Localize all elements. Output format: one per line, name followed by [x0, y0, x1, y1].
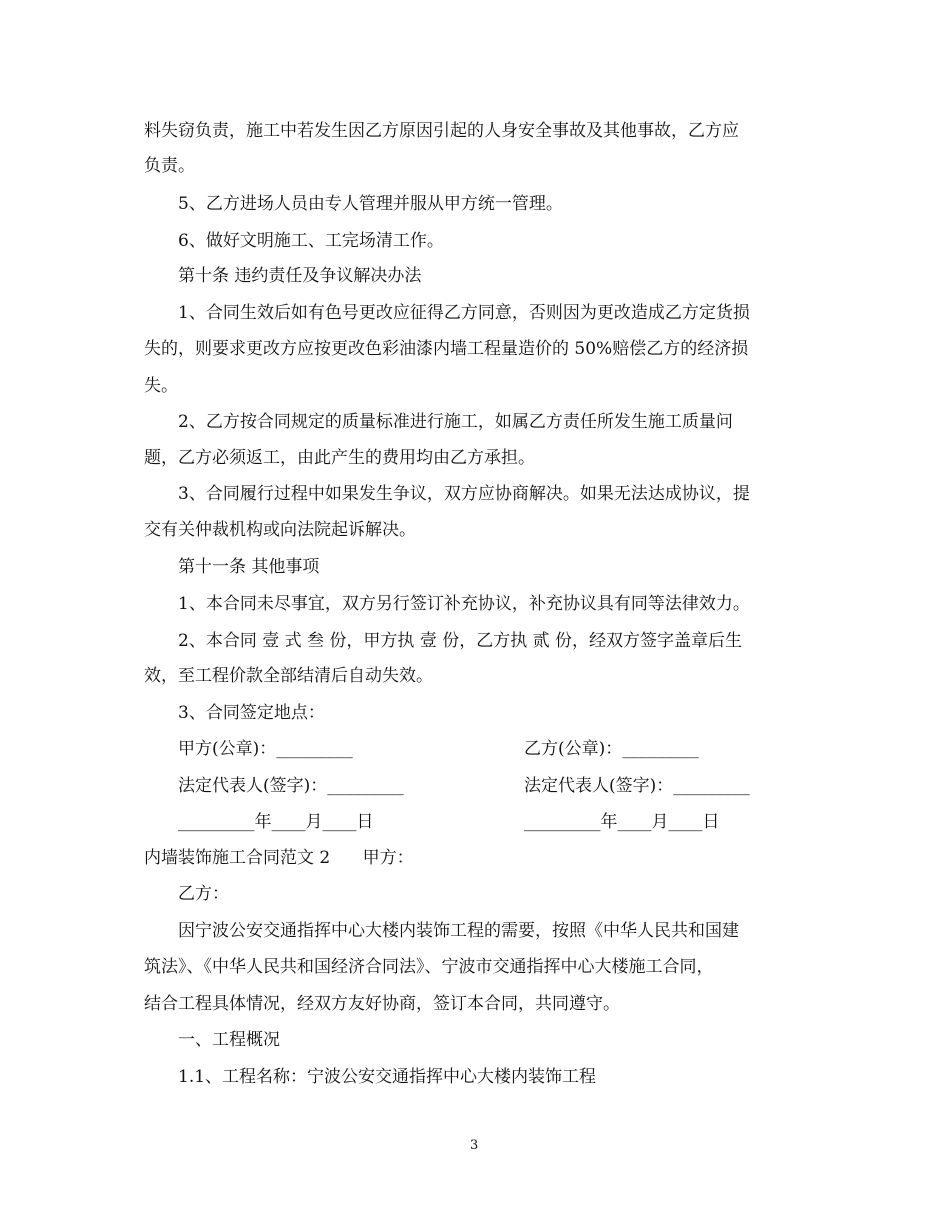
paragraph-line: 2、乙方按合同规定的质量标准进行施工，如属乙方责任所发生施工质量问	[178, 412, 733, 432]
party-a-seal-field: 甲方(公章)：_________	[178, 739, 353, 759]
paragraph-line: 1.1、工程名称：宁波公安交通指挥中心大楼内装饰工程	[178, 1067, 597, 1087]
document-title: 内墙装饰施工合同范文 2 甲方：	[144, 848, 414, 868]
party-b-seal-field: 乙方(公章)：_________	[524, 739, 699, 759]
paragraph-line: 1、本合同未尽事宜，双方另行签订补充协议，补充协议具有同等法律效力。	[178, 594, 750, 614]
party-a-date-field: _________年____月____日	[178, 812, 374, 832]
paragraph-line: 失。	[144, 376, 178, 396]
page-number: 3	[470, 1138, 479, 1153]
paragraph-line: 6、做好文明施工、工完场清工作。	[178, 231, 444, 251]
paragraph-line: 结合工程具体情况，经双方友好协商，签订本合同，共同遵守。	[144, 994, 620, 1014]
party-b-date-field: _________年____月____日	[524, 812, 720, 832]
paragraph-line: 负责。	[144, 156, 195, 176]
paragraph-line: 效，至工程价款全部结清后自动失效。	[144, 666, 433, 686]
paragraph-line: 交有关仲裁机构或向法院起诉解决。	[144, 520, 416, 540]
section-heading: 一、工程概况	[178, 1030, 280, 1050]
section-heading: 第十一条 其他事项	[178, 557, 320, 577]
paragraph-line: 筑法》、《中华人民共和国经济合同法》、宁波市交通指挥中心大楼施工合同，	[144, 957, 714, 977]
paragraph-line: 2、本合同 壹 式 叁 份，甲方执 壹 份，乙方执 贰 份，经双方签字盖章后生	[178, 631, 743, 651]
section-heading: 第十条 违约责任及争议解决办法	[178, 266, 422, 286]
party-a-representative-field: 法定代表人(签字)：_________	[178, 776, 404, 796]
paragraph-line: 料失窃负责，施工中若发生因乙方原因引起的人身安全事故及其他事故，乙方应	[144, 121, 739, 141]
paragraph-line: 3、合同签定地点：	[178, 703, 325, 723]
paragraph-line: 5、乙方进场人员由专人管理并服从甲方统一管理。	[178, 194, 563, 214]
party-b-label: 乙方：	[178, 884, 229, 904]
paragraph-line: 因宁波公安交通指挥中心大楼内装饰工程的需要，按照《中华人民共和国建	[178, 921, 739, 941]
paragraph-line: 3、合同履行过程中如果发生争议，双方应协商解决。如果无法达成协议，提	[178, 484, 750, 504]
paragraph-line: 题，乙方必须返工，由此产生的费用均由乙方承担。	[144, 448, 535, 468]
party-b-representative-field: 法定代表人(签字)：_________	[524, 776, 750, 796]
paragraph-line: 1、合同生效后如有色号更改应征得乙方同意，否则因为更改造成乙方定货损	[178, 303, 750, 323]
paragraph-line: 失的，则要求更改方应按更改色彩油漆内墙工程量造价的 50%赔偿乙方的经济损	[144, 339, 749, 359]
